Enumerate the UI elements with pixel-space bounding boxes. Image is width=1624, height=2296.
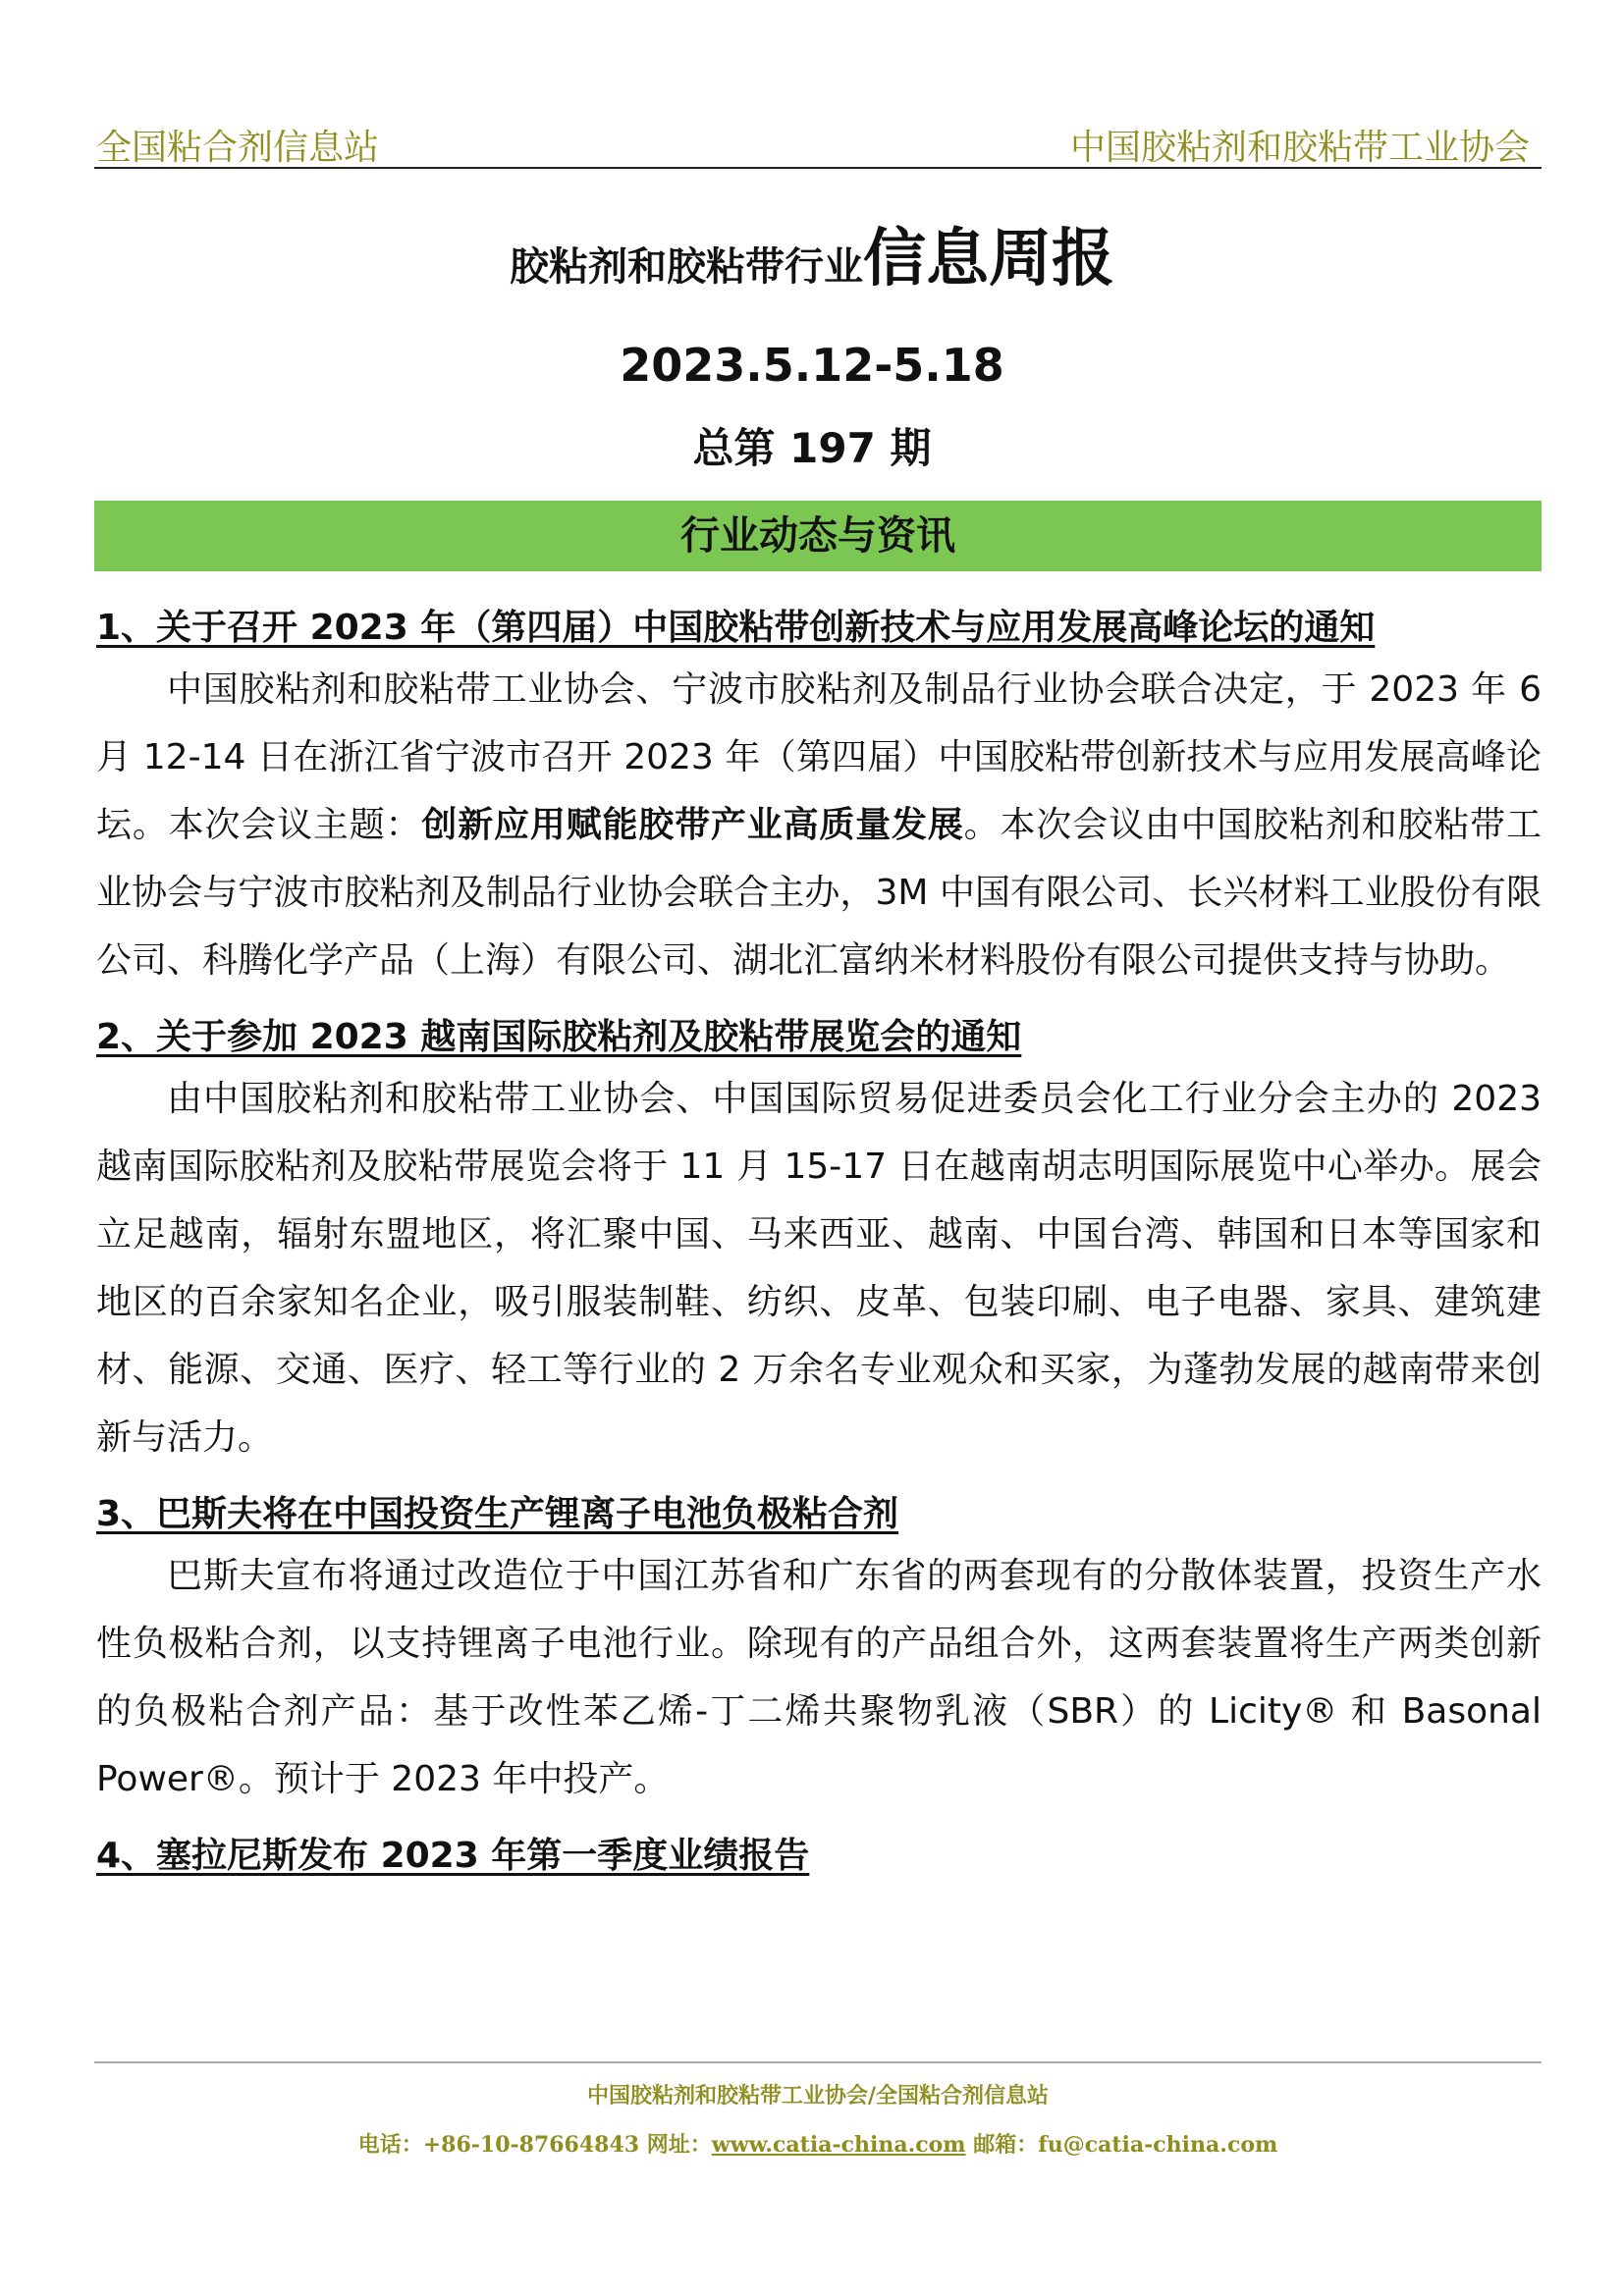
news-item-body: 巴斯夫宣布将通过改造位于中国江苏省和广东省的两套现有的分散体装置，投资生产水性负极粘合剂，以支持锂离子电池行业。除现有的产品组合外，这两套装置将生产两类创新的负极粘合剂产品：基于改性苯乙烯-丁二烯共聚物乳液（SBR）的 Licity® 和 Basonal Power®。预计于 2023 年中投产。 [96,1556,1542,1799]
news-item-body: 由中国胶粘剂和胶粘带工业协会、中国国际贸易促进委员会化工行业分会主办的 2023 越南国际胶粘剂及胶粘带展览会将于 11 月 15-17 日在越南胡志明国际展览中心举办。展会立足越南，辐射东盟地区，将汇聚中国、马来西亚、越南、中国台湾、韩国和日本等国家和地区的百余家知名企业，吸引服装制鞋、纺织、皮革、包装印刷、电子电器、家具、建筑建材、能源、交通、医疗、轻工等行业的 2 万余名专业观众和买家，为蓬勃发展的越南带来创新与活力。 [96,1079,1542,1458]
phone-label: 电话： [357,2132,423,2158]
website-link[interactable]: www.catia-china.com [711,2132,966,2158]
header-left-text: 全国粘合剂信息站 [96,128,380,168]
news-item-title: 1、关于召开 2023 年（第四届）中国胶粘带创新技术与应用发展高峰论坛的通知 [96,608,1376,648]
news-item-title: 4、塞拉尼斯发布 2023 年第一季度业绩报告 [96,1836,810,1876]
email-label: 邮箱： [965,2132,1039,2158]
footer-contact [94,2128,1542,2159]
news-content [96,601,1542,1884]
body-text: 。本次会议由中国胶粘剂和胶粘带工业协会与宁波市胶粘剂及制品行业协会联合主办，3M 中国有限公司、长兴材料工业股份有限公司、科腾化学产品（上海）有限公司、湖北汇富纳米材料股份有限公司提供支持与协助。 [96,805,1542,981]
email-link[interactable]: fu@catia-china.com [1038,2132,1278,2158]
news-item-title: 3、巴斯夫将在中国投资生产锂离子电池负极粘合剂 [96,1494,899,1534]
website-label: 网址： [639,2132,712,2158]
news-item-title: 2、关于参加 2023 越南国际胶粘剂及胶粘带展览会的通知 [96,1017,1022,1057]
issue-number: 总第 197 期 [692,424,932,472]
document-title [0,208,1624,298]
body-text: 中国胶粘剂和胶粘带工业协会、宁波市胶粘剂及制品行业协会联合决定，于 2023 年 6 月 12-14 日在浙江省宁波市召开 2023 年（第四届）中国胶粘带创新技术与应用发展高峰论坛。本次会议主题： [96,669,1542,845]
news-item-body [96,656,1542,994]
page-footer [94,2061,1542,2158]
date-range: 2023.5.12-5.18 [620,339,1004,392]
body-bold-theme: 创新应用赋能胶带产业高质量发展 [421,805,964,845]
section-heading: 行业动态与资讯 [94,501,1542,571]
page-header [94,116,1542,169]
footer-organization: 中国胶粘剂和胶粘带工业协会/全国粘合剂信息站 [586,2083,1050,2109]
title-main: 信息周报 [863,223,1114,295]
header-right-text: 中国胶粘剂和胶粘带工业协会 [1069,128,1530,168]
phone-number: +86-10-87664843 [422,2132,640,2158]
title-prefix: 胶粘剂和胶粘带行业 [510,244,863,290]
